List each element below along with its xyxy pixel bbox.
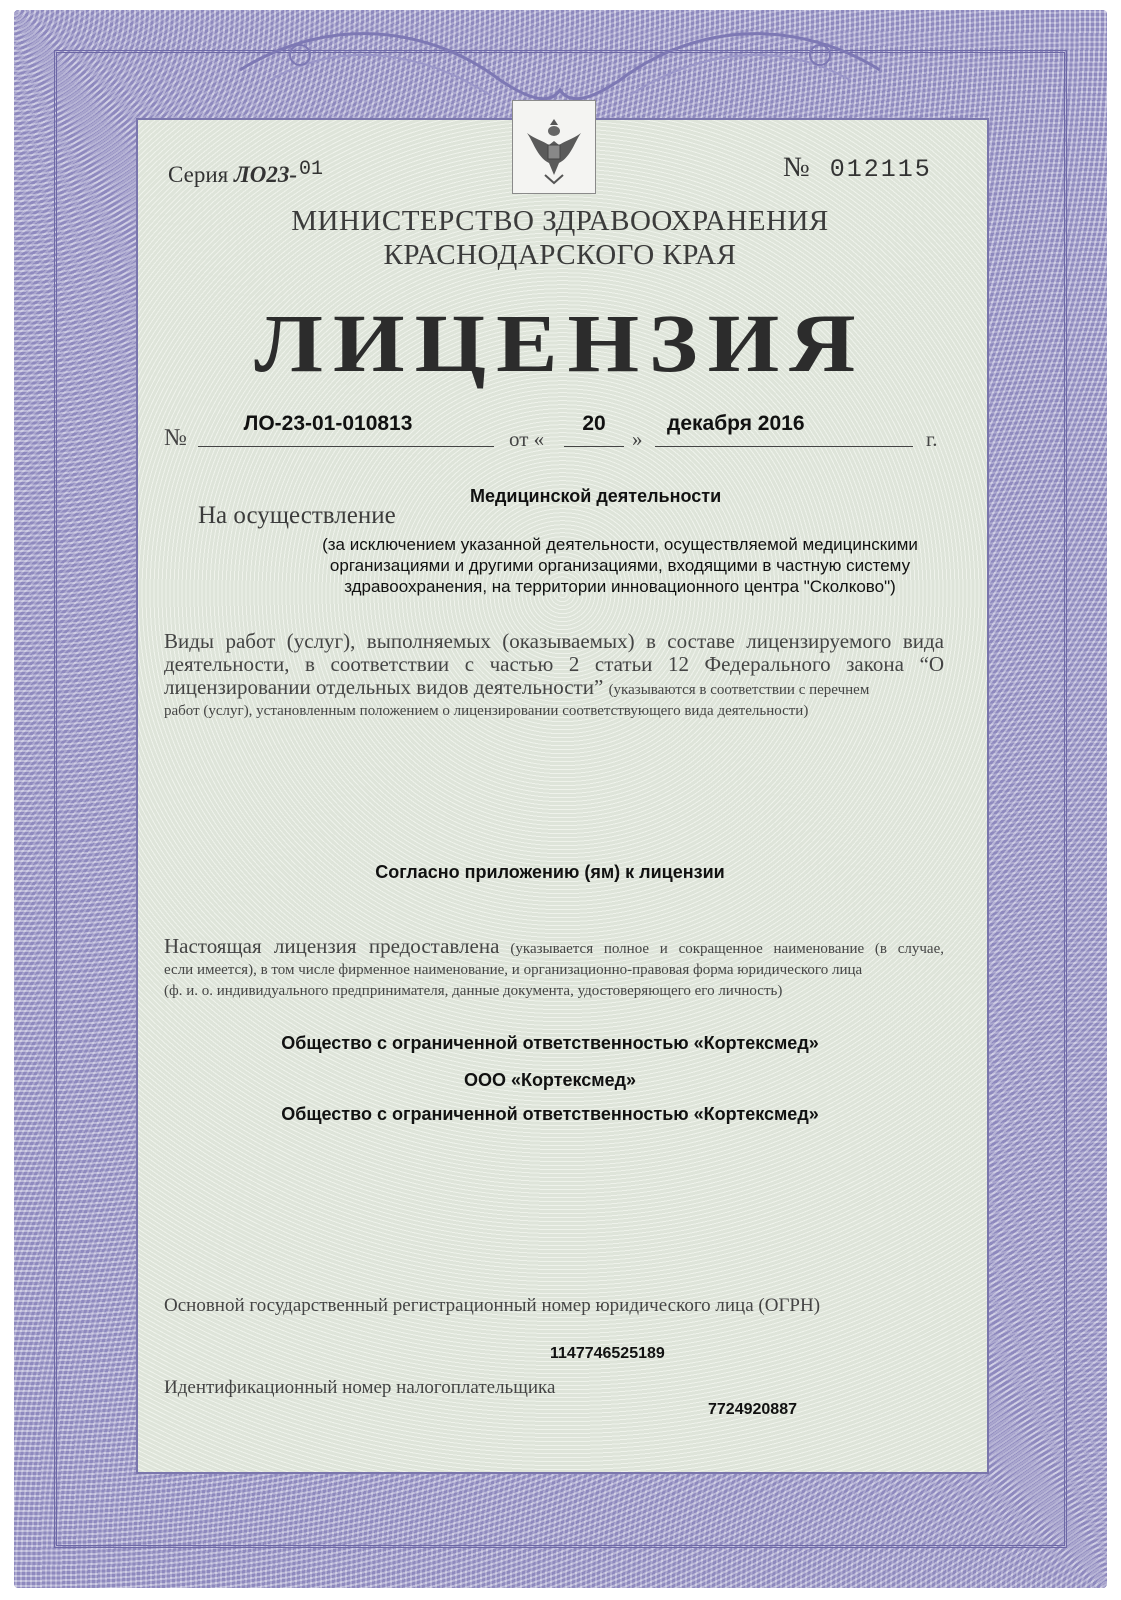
license-number-underline <box>198 440 494 447</box>
date-day-underline <box>564 440 624 447</box>
series-label: Серия ЛО23- $^{01}$ <box>168 158 324 187</box>
date-month-underline <box>655 440 913 447</box>
activity-exception: (за исключением указанной деятельности, осуществляемой медицинскими организациями и другими организациями, входящими в частную систему здравоохранения, на территории инновационного центра "Сколково") <box>322 535 918 596</box>
series-value: ЛО23- <box>233 162 298 187</box>
year-suffix: г. <box>926 427 938 451</box>
date-from-label: от « <box>509 427 545 451</box>
coat-of-arms-emblem <box>512 100 596 194</box>
licensee-full-name: Общество с ограниченной ответственностью «Кортексмед» <box>281 1033 819 1053</box>
license-day: 20 <box>582 412 606 435</box>
ogrn-label: Основной государственный регистрационный номер юридического лица (ОГРН) <box>164 1295 821 1316</box>
date-quote-close: » <box>632 427 643 451</box>
license-number: ЛО-23-01-010813 <box>243 412 413 435</box>
works-description: Виды работ (услуг), выполняемых (оказываемых) в составе лицензируемого вида деятельности, в соответствии с частью 2 статьи 12 Федерального закона “О лицензировании отдельных видов деятельности” (указываются в соответствии с перечнем работ (услуг), установленным положением о лицензировании соответствующего вида деятельности) <box>164 629 944 719</box>
ogrn-value: 1147746525189 <box>550 1345 665 1362</box>
series-superscript: 01 <box>299 158 324 181</box>
inn-label: Идентификационный номер налогоплательщика <box>164 1377 556 1398</box>
serial-number <box>783 152 932 184</box>
serial-value: 012115 <box>829 155 932 184</box>
license-month-year: декабря 2016 <box>667 412 805 435</box>
number-sign: № <box>783 152 810 183</box>
works-value: Согласно приложению (ям) к лицензии <box>375 862 725 882</box>
document-title: ЛИЦЕНЗИЯ <box>254 297 866 389</box>
activity-label: На осуществление <box>198 502 396 529</box>
license-number-sign: № <box>164 425 187 451</box>
issuer-line-1: МИНИСТЕРСТВО ЗДРАВООХРАНЕНИЯ <box>291 205 829 237</box>
issuer-line-2: КРАСНОДАРСКОГО КРАЯ <box>383 239 737 271</box>
licensee-brand-name: Общество с ограниченной ответственностью «Кортексмед» <box>281 1104 819 1124</box>
licensee-description: Настоящая лицензия предоставлена (указывается полное и сокращенное наименование (в случае, если имеется), в том числе фирменное наименование, и организационно-правовая форма юридического лица (ф. и. о. индивидуального предпринимателя, данные документа, удостоверяющего его личность) <box>164 934 944 999</box>
licensee-short-name: ООО «Кортексмед» <box>463 1070 637 1090</box>
activity-name: Медицинской деятельности <box>470 486 722 506</box>
inn-value: 7724920887 <box>708 1401 797 1418</box>
